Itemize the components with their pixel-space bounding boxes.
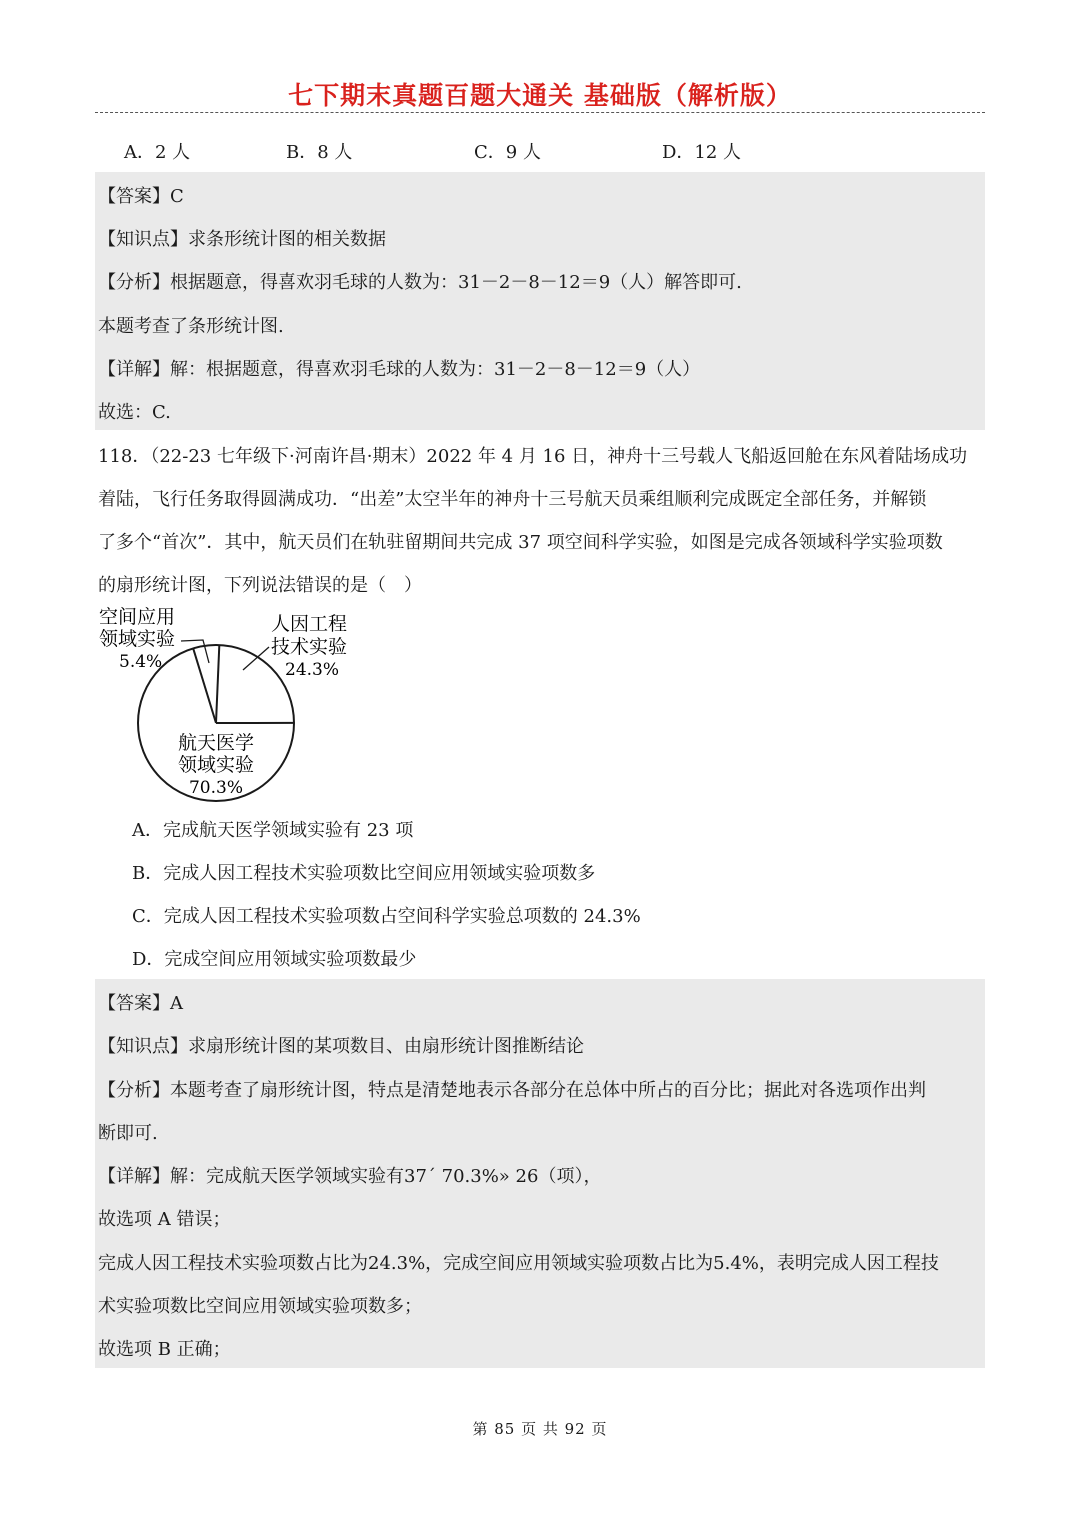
q118-choice-c: C．完成人因工程技术实验项数占空间科学实验总项数的 24.3% bbox=[132, 906, 641, 927]
q117-analysis: 【分析】根据题意，得喜欢羽毛球的人数为：31－2－8－12＝9（人）解答即可. bbox=[98, 272, 742, 293]
q118-knowledge-point: 【知识点】求扇形统计图的某项数目、由扇形统计图推断结论 bbox=[98, 1036, 584, 1057]
q118-choice-a: A．完成航天医学领域实验有 23 项 bbox=[132, 820, 414, 841]
q118-stem-line-4: 的扇形统计图，下列说法错误的是（ ） bbox=[98, 575, 422, 596]
slice-percent-space-medicine: 70.3% bbox=[188, 778, 244, 798]
q117-answer-block bbox=[95, 172, 985, 430]
q118-choice-b: B．完成人因工程技术实验项数比空间应用领域实验项数多 bbox=[132, 863, 596, 884]
slice-percent-space-application: 5.4% bbox=[119, 652, 163, 672]
q118-stem-line-1: 118．（22-23 七年级下·河南许昌·期末）2022 年 4 月 16 日，神舟十三号载人飞船返回舱在东风着陆场成功 bbox=[98, 446, 968, 467]
pie-chart bbox=[95, 600, 385, 810]
q118-stem-line-3: 了多个“首次”．其中，航天员们在轨驻留期间共完成 37 项空间科学实验，如图是完成各领域科学实验项数 bbox=[98, 532, 943, 553]
q118-stem-line-2: 着陆，飞行任务取得圆满成功．“出差”太空半年的神舟十三号航天员乘组顺利完成既定全部任务，并解锁 bbox=[98, 489, 927, 510]
slice-label-human-factors-line-2: 技术实验 bbox=[271, 636, 348, 658]
page-header-title: 七下期末真题百题大通关 基础版（解析版） bbox=[288, 81, 792, 110]
q118-analysis-line-1: 【分析】本题考查了扇形统计图，特点是清楚地表示各部分在总体中所占的百分比；据此对各选项作出判 bbox=[98, 1080, 926, 1101]
q118-analysis-line-2: 断即可. bbox=[98, 1123, 158, 1144]
header-divider bbox=[95, 112, 985, 113]
slice-label-human-factors-line-1: 人因工程 bbox=[271, 613, 348, 635]
q117-choice-statement: 故选：C. bbox=[98, 402, 171, 423]
q118-option-b-right: 故选项 B 正确； bbox=[98, 1339, 231, 1360]
slice-label-space-medicine-line-2: 领域实验 bbox=[177, 754, 255, 776]
page-footer: 第 85 页 共 92 页 bbox=[472, 1420, 608, 1438]
slice-percent-human-factors: 24.3% bbox=[285, 660, 340, 680]
option-a: A．2 人 bbox=[124, 142, 191, 163]
slice-label-space-application-line-1: 空间应用 bbox=[99, 606, 176, 628]
q117-answer: 【答案】C bbox=[98, 186, 184, 207]
q118-option-a-wrong: 故选项 A 错误； bbox=[98, 1209, 231, 1230]
option-b: B．8 人 bbox=[286, 142, 353, 163]
q117-analysis-note: 本题考查了条形统计图. bbox=[98, 316, 284, 337]
q118-choice-d: D．完成空间应用领域实验项数最少 bbox=[132, 949, 417, 970]
option-c: C．9 人 bbox=[474, 142, 541, 163]
q118-detail: 【详解】解：完成航天医学领域实验有37´ 70.3%» 26（项）， bbox=[98, 1166, 602, 1187]
q118-answer: 【答案】A bbox=[98, 993, 183, 1014]
q117-detail: 【详解】解：根据题意，得喜欢羽毛球的人数为：31－2－8－12＝9（人） bbox=[98, 359, 701, 380]
slice-label-space-medicine-line-1: 航天医学 bbox=[177, 732, 255, 754]
q118-compare-line-1: 完成人因工程技术实验项数占比为24.3%，完成空间应用领域实验项数占比为5.4%，表明完成人因工程技 bbox=[98, 1253, 939, 1274]
q117-knowledge-point: 【知识点】求条形统计图的相关数据 bbox=[98, 229, 386, 250]
q118-compare-line-2: 术实验项数比空间应用领域实验项数多； bbox=[98, 1296, 422, 1317]
slice-label-space-application-line-2: 领域实验 bbox=[99, 628, 176, 650]
option-d: D．12 人 bbox=[662, 142, 742, 163]
